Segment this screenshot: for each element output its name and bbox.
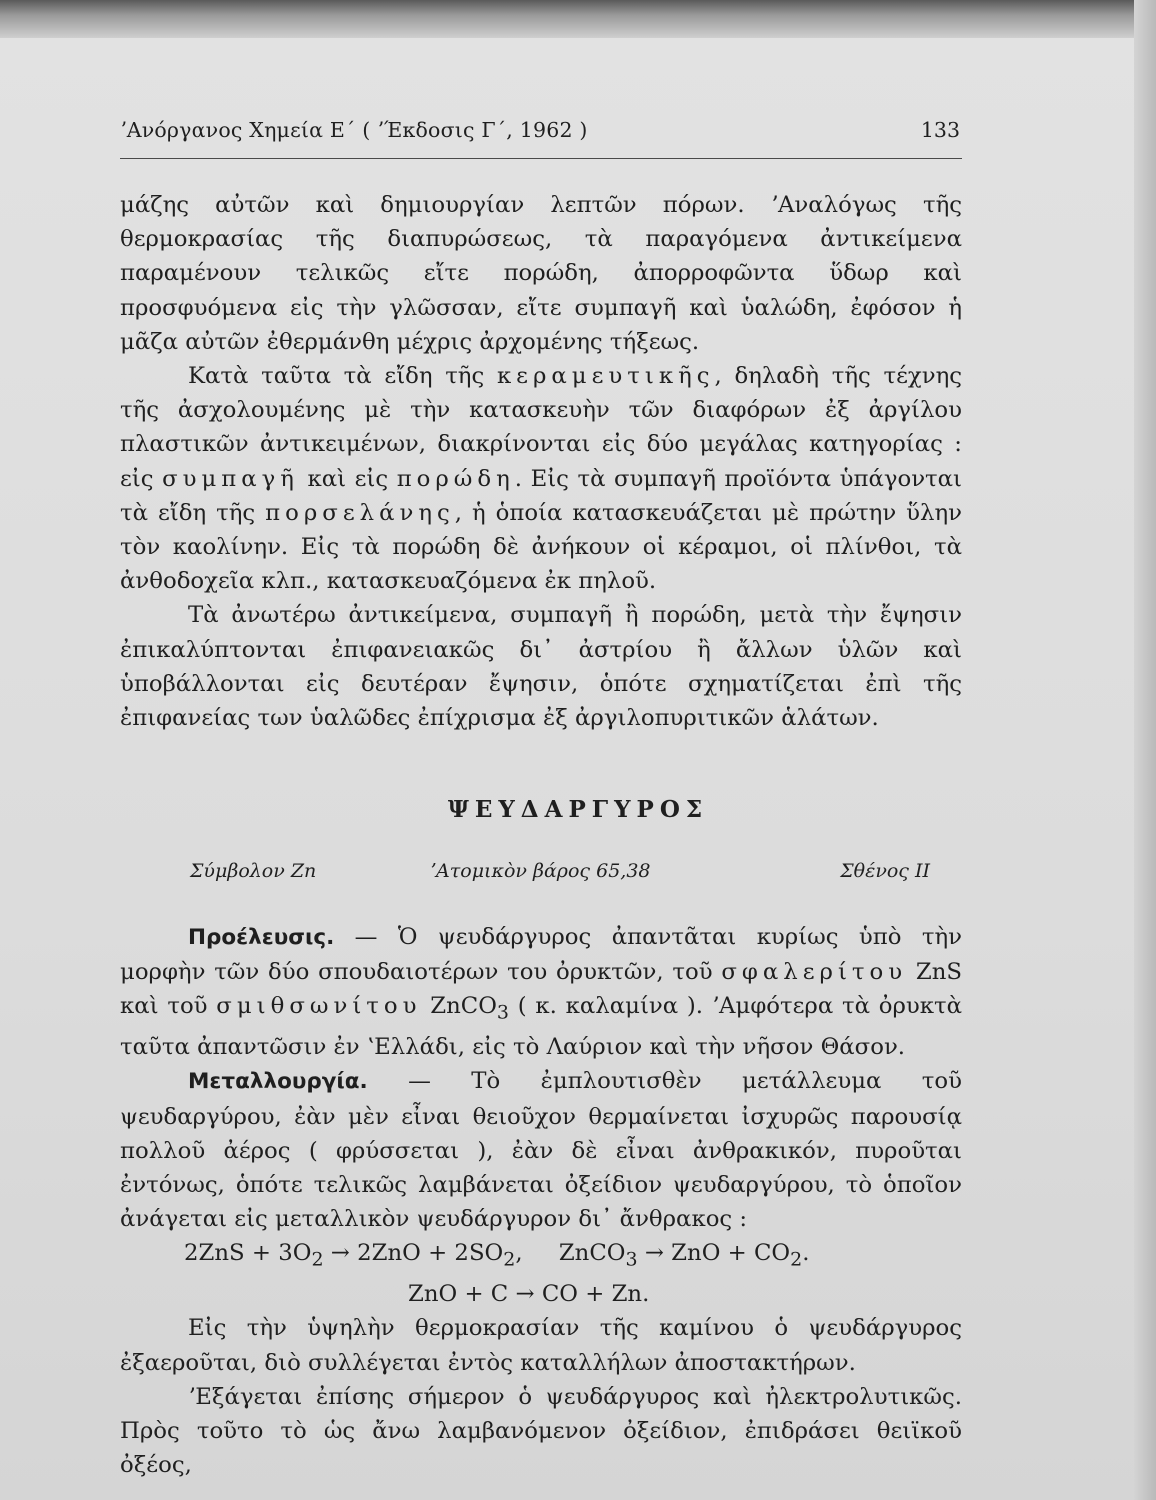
eq-part: → 2ZnO + 2SO (323, 1240, 504, 1267)
paragraph-metallurgy (120, 1064, 962, 1236)
eq-part: → ZnO + CO (637, 1240, 791, 1267)
scan-right-edge (1134, 0, 1156, 1500)
eq-part: . (802, 1240, 810, 1267)
text-run: ZnS καὶ τοῦ (120, 959, 962, 1020)
spaced-term-ceramics: κεραμευτικῆς (496, 363, 715, 390)
subscript: 2 (503, 1248, 516, 1271)
valence: Σθένος II (840, 860, 930, 882)
paragraph-origin (120, 920, 962, 1064)
text-run: . Εἰς τὰ συμπαγῆ προϊόντα ὑπάγονται τὰ εἴδη τῆς (120, 465, 962, 526)
paragraph-electrolytic: ʼΕξάγεται ἐπίσης σήμερον ὁ ψευδάργυρος καὶ ἠλεκτρολυτικῶς. Πρὸς τοῦτο τὸ ὡς ἄνω λαμβανόμενον ὀξείδιον, ἐπιδράσει θειϊκοῦ ὀξέος, (120, 1383, 962, 1479)
atomic-weight: ʼΑτομικὸν βάρος 65,38 (430, 860, 651, 882)
equation-roasting (120, 1236, 962, 1277)
subscript: 3 (496, 1001, 509, 1024)
spaced-term-porous: πορώδη (396, 465, 515, 492)
text-run: Κατὰ ταῦτα τὰ εἴδη τῆς (188, 363, 497, 390)
text-block-top (120, 188, 962, 735)
text-run: , δηλαδὴ τῆς τέχνης τῆς ἀσχολουμένης μὲ τὴν κατασκευὴν τῶν διαφόρων ἐξ ἀργίλου πλαστικῶν ἀντικειμένων, διακρίνονται εἰς δύο μεγάλας κατηγορίας : εἰς (120, 363, 962, 492)
spaced-term-compact: συμπαγῆ (162, 465, 299, 492)
text-run: — Τὸ ἐμπλουτισθὲν μετάλλευμα τοῦ ψευδαργύρου, ἐὰν μὲν εἶναι θειοῦχον θερμαίνεται ἰσχυρῶς παρουσίᾳ πολλοῦ ἀέρος ( φρύσσεται ), ἐὰν δὲ εἶναι ἀνθρακικόν, πυροῦται ἐντόνως, ὁπότε τελικῶς λαμβάνεται ὀξείδιον ψευδαργύρου, τὸ ὁποῖον ἀνάγεται εἰς μεταλλικὸν ψευδάργυρον δι᾿ ἄνθρακος : (120, 1068, 962, 1233)
element-data-line (190, 860, 930, 892)
origin-heading: Προέλευσις. (188, 925, 335, 950)
equation-reduction: ZnO + C → CO + Zn. (408, 1281, 650, 1308)
subscript: 2 (311, 1248, 324, 1271)
scan-top-edge (0, 0, 1156, 38)
subscript: 2 (790, 1248, 803, 1271)
text-run: καὶ εἰς (298, 465, 397, 492)
paragraph-vaporization: Εἰς τὴν ὑψηλὴν θερμοκρασίαν τῆς καμίνου ὁ ψευδάργυρος ἐξαεροῦται, διὸ συλλέγεται ἐντὸς καταλλήλων ἀποστακτήρων. (120, 1315, 962, 1376)
paragraph-glazing: Τὰ ἀνωτέρω ἀντικείμενα, συμπαγῆ ἢ πορώδη, μετὰ τὴν ἔψησιν ἐπικαλύπτονται ἐπιφανειακῶς δι᾿ ἀστρίου ἢ ἄλλων ὑλῶν καὶ ὑποβάλλονται εἰς δευτέραν ἔψησιν, ὁπότε σχηματίζεται ἐπὶ τῆς ἐπιφανείας των ὑαλῶδες ἐπίχρισμα ἐξ ἀργιλοπυριτικῶν ἁλάτων. (120, 602, 962, 732)
running-head (120, 118, 962, 159)
spaced-term-porcelain: πορσελάνης (265, 499, 455, 526)
page-number: 133 (920, 118, 960, 142)
text-block-bottom (120, 920, 962, 1482)
metallurgy-heading: Μεταλλουργία. (188, 1069, 368, 1095)
text-run: , ἡ ὁποία κατασκευάζεται μὲ πρώτην ὕλην τὸν καολίνην. Εἰς τὰ πορώδη δὲ ἀνήκουν οἱ κέραμοι, οἱ πλίνθοι, τὰ ἀνθοδοχεῖα κλπ., κατασκευαζόμενα ἐκ πηλοῦ. (120, 499, 962, 595)
paragraph-firing: μάζης αὐτῶν καὶ δημιουργίαν λεπτῶν πόρων. ʼΑναλόγως τῆς θερμοκρασίας τῆς διαπυρώσεως, τὰ παραγόμενα ἀντικείμενα παραμένουν τελικῶς εἴτε πορώδη, ἀπορροφῶντα ὕδωρ καὶ προσφυόμενα εἰς τὴν γλῶσσαν, εἴτε συμπαγῆ καὶ ὑαλώδη, ἐφόσον ἡ μᾶζα αὐτῶν ἐθερμάνθη μέχρις ἀρχομένης τήξεως. (120, 192, 962, 355)
text-run: ZnCO (421, 993, 497, 1020)
text-run: ( κ. καλαμίνα ). ʼΑμφότερα τὰ ὀρυκτὰ ταῦτα ἀπαντῶσιν ἐν ʽΕλλάδι, εἰς τὸ Λαύριον καὶ τὴν νῆσον Θάσον. (120, 993, 962, 1061)
spaced-term-sphalerite: σφαλερίτου (721, 959, 908, 986)
subscript: 3 (625, 1248, 638, 1271)
text-run: — Ὁ ψευδάργυρος ἀπαντᾶται κυρίως ὑπὸ τὴν μορφὴν τῶν δύο σπουδαιοτέρων του ὀρυκτῶν, τοῦ (120, 924, 962, 986)
element-symbol: Σύμβολον Zn (190, 860, 317, 882)
spaced-term-smithsonite: σμιθσωνίτου (216, 993, 422, 1020)
eq-part: , ZnCO (515, 1240, 626, 1267)
paragraph-ceramics (120, 359, 962, 598)
section-title: ΨΕΥΔΑΡΓΥΡΟΣ (447, 796, 709, 823)
running-title: ʼΑνόργανος Χημεία Ε΄ ( ʼΈκδοσις Γ΄, 1962 ) (120, 118, 588, 142)
eq-part: 2ZnS + 3O (184, 1240, 312, 1267)
